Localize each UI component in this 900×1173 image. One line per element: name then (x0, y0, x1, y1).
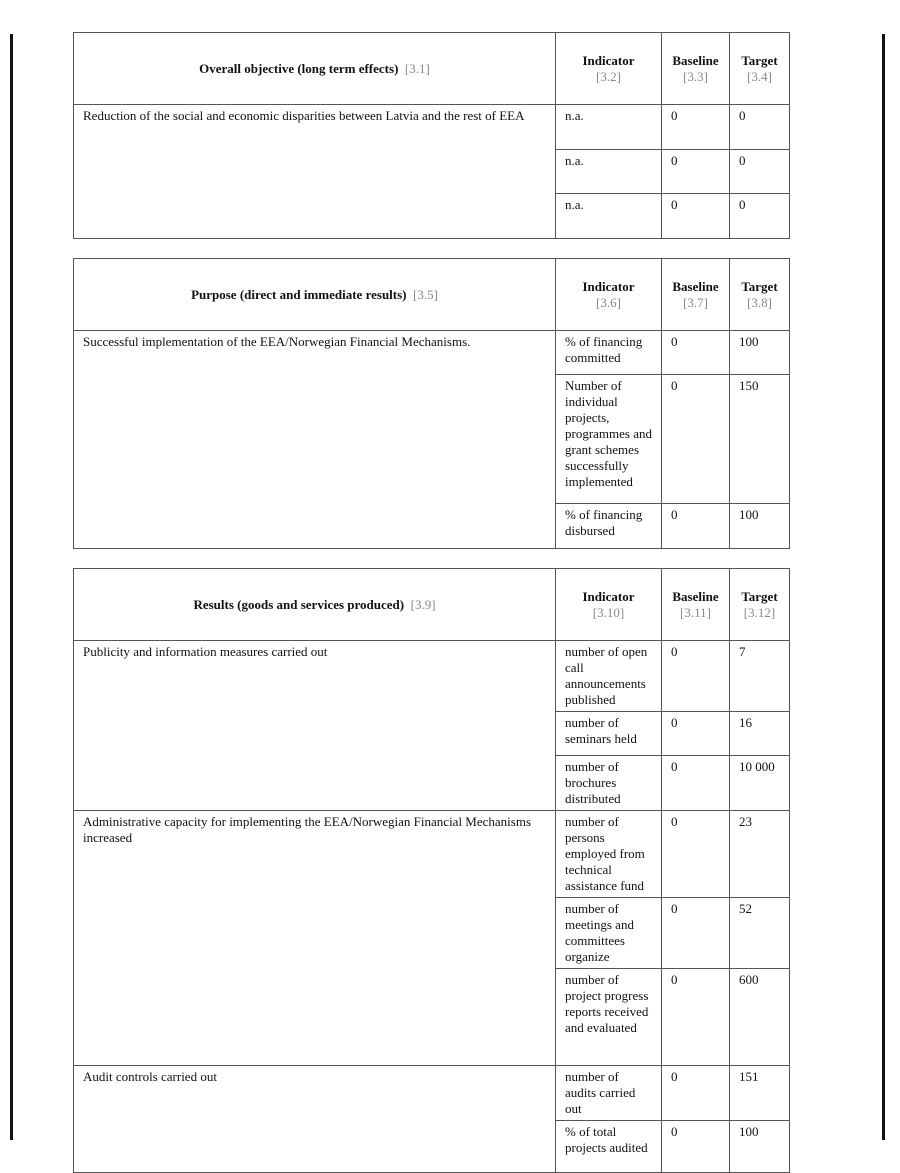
indicator-cell: n.a. (556, 105, 662, 150)
table-heading: Results (goods and services produced) [3.9] (74, 569, 556, 641)
indicator-header: Indicator [3.10] (556, 569, 662, 641)
indicator-cell: number of audits carried out (556, 1066, 662, 1121)
results-table (73, 568, 790, 1173)
target-cell: 0 (730, 150, 790, 194)
target-cell: 10 000 (730, 756, 790, 811)
target-cell: 23 (730, 811, 790, 898)
baseline-cell: 0 (662, 641, 730, 712)
baseline-cell: 0 (662, 756, 730, 811)
indicator-cell: number of meetings and committees organize (556, 898, 662, 969)
indicator-cell: n.a. (556, 194, 662, 239)
target-cell: 0 (730, 194, 790, 239)
target-cell: 52 (730, 898, 790, 969)
baseline-cell: 0 (662, 105, 730, 150)
baseline-cell: 0 (662, 504, 730, 549)
overall-objective-table (73, 32, 790, 239)
indicator-cell: number of seminars held (556, 712, 662, 756)
purpose-text: Successful implementation of the EEA/Norwegian Financial Mechanisms. (74, 331, 556, 549)
baseline-header: Baseline [3.3] (662, 33, 730, 105)
target-cell: 7 (730, 641, 790, 712)
baseline-cell: 0 (662, 898, 730, 969)
table-row (74, 331, 790, 375)
baseline-cell: 0 (662, 1066, 730, 1121)
left-margin-bar (10, 34, 13, 1140)
indicator-cell: % of financing committed (556, 331, 662, 375)
target-header: Target [3.8] (730, 259, 790, 331)
table-heading: Purpose (direct and immediate results) [3.5] (74, 259, 556, 331)
baseline-cell: 0 (662, 1121, 730, 1173)
table-header-row (74, 33, 790, 105)
table-header-row (74, 569, 790, 641)
result-text: Publicity and information measures carried out (74, 641, 556, 811)
heading-ref: [3.9] (410, 596, 436, 612)
indicator-cell: number of persons employed from technical assistance fund (556, 811, 662, 898)
indicator-cell: number of open call announcements published (556, 641, 662, 712)
table-row (74, 811, 790, 898)
table-header-row (74, 259, 790, 331)
baseline-cell: 0 (662, 375, 730, 504)
indicator-cell: Number of individual projects, programmes and grant schemes successfully implemented (556, 375, 662, 504)
indicator-cell: n.a. (556, 150, 662, 194)
target-cell: 151 (730, 1066, 790, 1121)
target-cell: 100 (730, 1121, 790, 1173)
table-heading: Overall objective (long term effects) [3.1] (74, 33, 556, 105)
baseline-header: Baseline [3.11] (662, 569, 730, 641)
baseline-cell: 0 (662, 969, 730, 1066)
table-row (74, 1066, 790, 1121)
table-row (74, 641, 790, 712)
indicator-cell: % of financing disbursed (556, 504, 662, 549)
heading-ref: [3.5] (413, 286, 438, 302)
purpose-table (73, 258, 790, 549)
target-cell: 100 (730, 331, 790, 375)
indicator-cell: number of project progress reports received and evaluated (556, 969, 662, 1066)
right-margin-bar (882, 34, 885, 1140)
indicator-cell: number of brochures distributed (556, 756, 662, 811)
baseline-cell: 0 (662, 194, 730, 239)
result-text: Administrative capacity for implementing the EEA/Norwegian Financial Mechanisms increased (74, 811, 556, 1066)
baseline-cell: 0 (662, 712, 730, 756)
baseline-cell: 0 (662, 331, 730, 375)
target-header: Target [3.4] (730, 33, 790, 105)
baseline-cell: 0 (662, 150, 730, 194)
target-cell: 150 (730, 375, 790, 504)
indicator-cell: % of total projects audited (556, 1121, 662, 1173)
table-row (74, 105, 790, 150)
baseline-header: Baseline [3.7] (662, 259, 730, 331)
baseline-cell: 0 (662, 811, 730, 898)
objective-text: Reduction of the social and economic disparities between Latvia and the rest of EEA (74, 105, 556, 239)
heading-ref: [3.1] (404, 60, 430, 76)
target-cell: 16 (730, 712, 790, 756)
indicator-header: Indicator [3.6] (556, 259, 662, 331)
indicator-header: Indicator [3.2] (556, 33, 662, 105)
target-header: Target [3.12] (730, 569, 790, 641)
result-text: Audit controls carried out (74, 1066, 556, 1173)
target-cell: 600 (730, 969, 790, 1066)
target-cell: 0 (730, 105, 790, 150)
target-cell: 100 (730, 504, 790, 549)
